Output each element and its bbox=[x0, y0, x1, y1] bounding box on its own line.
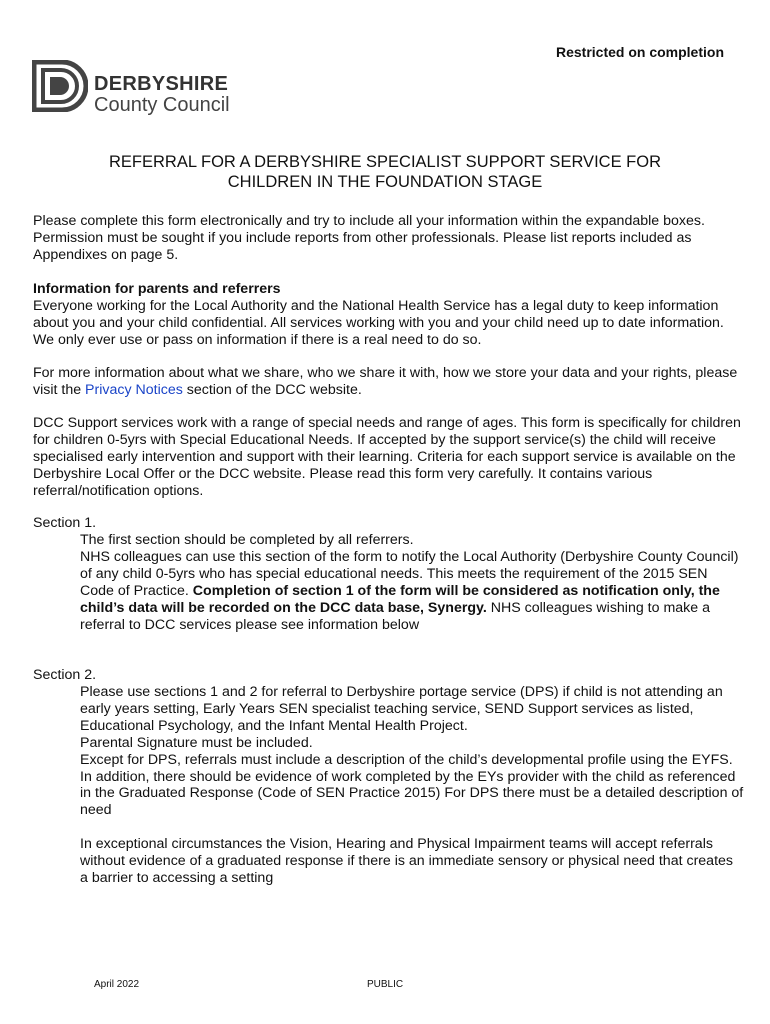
logo-name: DERBYSHIRE bbox=[94, 73, 229, 95]
intro-paragraph: Please complete this form electronically and try to include all your information within the expandable boxes. Permission must be sought if you include reports from other professionals. Please list reports included as Appendixes on page 5. bbox=[33, 213, 705, 263]
section-1-notification-paragraph bbox=[80, 549, 744, 634]
info-block bbox=[33, 281, 741, 349]
footer-classification: PUBLIC bbox=[367, 979, 404, 990]
section-1-bold-text: Completion of section 1 of the form will be considered as notification only, the child’s data will be recorded on the DCC data base, Synergy. bbox=[80, 582, 720, 616]
section-2-body bbox=[80, 684, 744, 887]
privacy-notices-link[interactable]: Privacy Notices bbox=[85, 381, 183, 398]
title-line-2: CHILDREN IN THE FOUNDATION STAGE bbox=[227, 173, 543, 191]
derbyshire-logo bbox=[32, 60, 272, 116]
section-2-label: Section 2. bbox=[33, 667, 97, 683]
privacy-text-after: section of the DCC website. bbox=[182, 381, 362, 398]
section-2-paragraph-1: Please use sections 1 and 2 for referral to Derbyshire portage service (DPS) if child is not attending an early years setting, Early Years SEN specialist teaching service, SEND Support services as listed, Educational Psychology, and the Infant Mental Health Project. bbox=[80, 684, 723, 734]
privacy-paragraph bbox=[33, 365, 741, 399]
info-paragraph: Everyone working for the Local Authority and the National Health Service has a legal duty to keep information about you and your child confidential. All services working with you and your child need up to date information. We only ever use or pass on information if there is a real need to do so. bbox=[33, 297, 724, 348]
section-2-paragraph-3: Except for DPS, referrals must include a description of the child’s developmental profile using the EYFS. In addition, there should be evidence of work completed by the EYs provider with the child as referenced in the Graduated Response (Code of SEN Practice 2015) For DPS there must be a detailed description of need bbox=[80, 751, 744, 819]
footer-date: April 2022 bbox=[94, 979, 140, 990]
section-1-body bbox=[80, 532, 744, 633]
info-heading: Information for parents and referrers bbox=[33, 281, 281, 297]
section-1-text-after: NHS colleagues wishing to make a referral to DCC services please see information below bbox=[80, 599, 710, 633]
privacy-text-before: For more information about what we share, who we share it with, how we store your data and your rights, please visit the bbox=[33, 365, 738, 398]
section-1-text: NHS colleagues can use this section of the form to notify the Local Authority (Derbyshire County Council) of any child 0-5yrs who has special educational needs. This meets the requirement of the 2015 SEN Code of Practice. bbox=[80, 548, 739, 599]
dcc-services-paragraph: DCC Support services work with a range of special needs and range of ages. This form is specifically for children for children 0-5yrs with Special Educational Needs. If accepted by the support service(s) the child will receive specialised early intervention and support with their learning. Criteria for each support service is available on the Derbyshire Local Offer or the DCC website. Please read this form very carefully. It contains various referral/notification options. bbox=[33, 415, 741, 499]
section-2-signature-note: Parental Signature must be included. bbox=[80, 734, 313, 751]
section-2-paragraph-4: In exceptional circumstances the Vision, Hearing and Physical Impairment teams will accept referrals without evidence of a graduated response if there is an immediate sensory or physical need that creates a barrier to accessing a setting bbox=[80, 836, 733, 886]
section-1-first-line: The first section should be completed by all referrers. bbox=[80, 532, 414, 548]
title-line-1: REFERRAL FOR A DERBYSHIRE SPECIALIST SUPPORT SERVICE FOR bbox=[109, 153, 661, 171]
restricted-label: Restricted on completion bbox=[555, 44, 724, 60]
dcc-d-logo-icon bbox=[32, 60, 88, 112]
section-1-label: Section 1. bbox=[33, 515, 97, 531]
logo-subtitle: County Council bbox=[94, 94, 230, 116]
page-title bbox=[40, 152, 730, 192]
